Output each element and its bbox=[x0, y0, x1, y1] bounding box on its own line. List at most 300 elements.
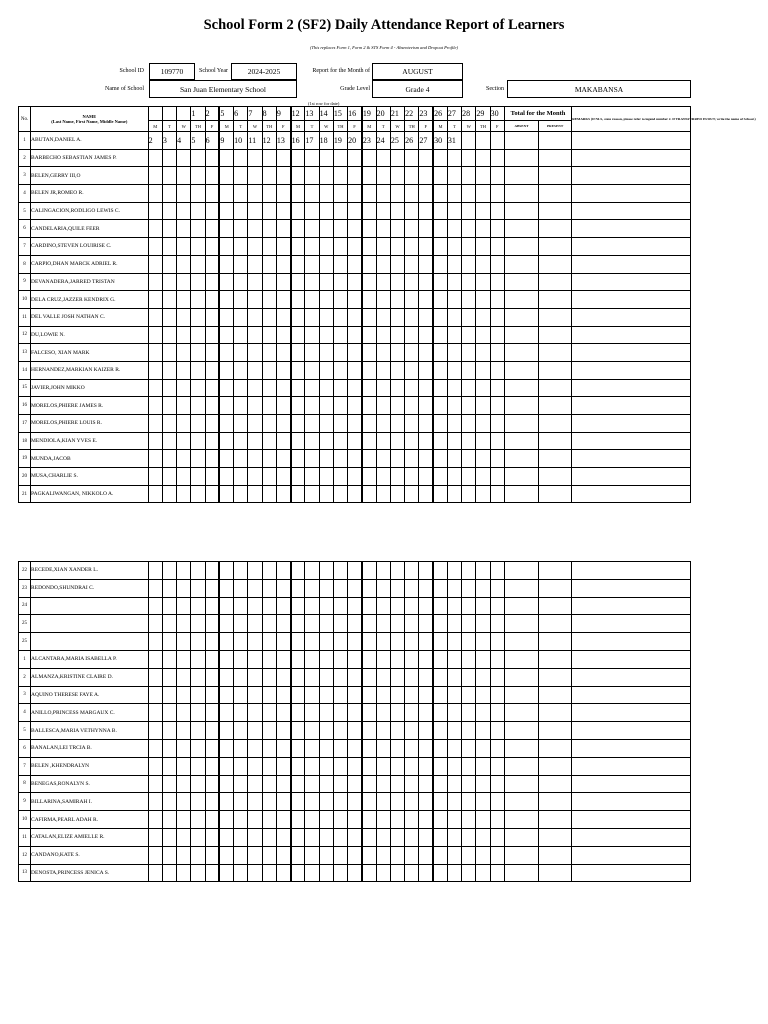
attendance-cell[interactable] bbox=[376, 668, 390, 686]
attendance-cell[interactable] bbox=[462, 485, 476, 503]
attendance-cell[interactable] bbox=[348, 273, 362, 291]
remarks-cell[interactable] bbox=[572, 757, 691, 775]
present-total-cell[interactable] bbox=[539, 704, 572, 722]
attendance-cell[interactable] bbox=[405, 361, 419, 379]
attendance-cell[interactable] bbox=[419, 579, 433, 597]
remarks-cell[interactable] bbox=[572, 686, 691, 704]
attendance-cell[interactable] bbox=[205, 238, 219, 256]
attendance-cell[interactable] bbox=[234, 633, 248, 651]
attendance-cell[interactable] bbox=[376, 793, 390, 811]
absent-total-cell[interactable] bbox=[504, 864, 538, 882]
present-total-cell[interactable] bbox=[539, 562, 572, 580]
present-total-cell[interactable] bbox=[539, 686, 572, 704]
attendance-cell[interactable] bbox=[348, 579, 362, 597]
attendance-cell[interactable] bbox=[319, 633, 333, 651]
attendance-cell[interactable] bbox=[234, 650, 248, 668]
attendance-cell[interactable] bbox=[447, 167, 461, 185]
attendance-cell[interactable] bbox=[405, 308, 419, 326]
attendance-cell[interactable] bbox=[490, 650, 504, 668]
remarks-cell[interactable] bbox=[572, 633, 691, 651]
attendance-cell[interactable] bbox=[276, 846, 290, 864]
attendance-cell[interactable] bbox=[490, 149, 504, 167]
school-id-field[interactable]: 109770 bbox=[149, 63, 195, 80]
attendance-cell[interactable] bbox=[462, 704, 476, 722]
attendance-cell[interactable] bbox=[205, 704, 219, 722]
present-total-cell[interactable] bbox=[539, 202, 572, 220]
attendance-cell[interactable] bbox=[376, 291, 390, 309]
attendance-cell[interactable] bbox=[305, 668, 319, 686]
attendance-cell[interactable] bbox=[319, 273, 333, 291]
attendance-cell[interactable] bbox=[490, 739, 504, 757]
attendance-cell[interactable] bbox=[234, 562, 248, 580]
attendance-cell[interactable] bbox=[490, 846, 504, 864]
attendance-cell[interactable] bbox=[148, 811, 162, 829]
attendance-cell[interactable] bbox=[248, 167, 262, 185]
attendance-cell[interactable] bbox=[476, 775, 490, 793]
attendance-cell[interactable] bbox=[476, 255, 490, 273]
attendance-cell[interactable] bbox=[433, 775, 447, 793]
remarks-cell[interactable] bbox=[572, 846, 691, 864]
attendance-cell[interactable] bbox=[262, 757, 276, 775]
attendance-cell[interactable] bbox=[305, 615, 319, 633]
absent-total-cell[interactable] bbox=[504, 185, 538, 203]
attendance-cell[interactable] bbox=[362, 415, 376, 433]
attendance-cell[interactable] bbox=[362, 468, 376, 486]
attendance-cell[interactable] bbox=[191, 450, 205, 468]
absent-total-cell[interactable] bbox=[504, 562, 538, 580]
attendance-cell[interactable] bbox=[490, 704, 504, 722]
attendance-cell[interactable] bbox=[419, 255, 433, 273]
attendance-cell[interactable] bbox=[333, 775, 347, 793]
attendance-cell[interactable] bbox=[348, 255, 362, 273]
attendance-cell[interactable] bbox=[248, 846, 262, 864]
attendance-cell[interactable] bbox=[262, 326, 276, 344]
attendance-cell[interactable] bbox=[333, 668, 347, 686]
attendance-cell[interactable] bbox=[462, 273, 476, 291]
attendance-cell[interactable] bbox=[148, 379, 162, 397]
attendance-cell[interactable] bbox=[162, 597, 176, 615]
attendance-cell[interactable] bbox=[205, 220, 219, 238]
attendance-cell[interactable] bbox=[276, 793, 290, 811]
attendance-cell[interactable] bbox=[447, 485, 461, 503]
attendance-cell[interactable] bbox=[419, 485, 433, 503]
attendance-cell[interactable] bbox=[291, 238, 305, 256]
attendance-cell[interactable] bbox=[462, 686, 476, 704]
attendance-cell[interactable] bbox=[234, 793, 248, 811]
attendance-cell[interactable] bbox=[447, 650, 461, 668]
attendance-cell[interactable] bbox=[205, 633, 219, 651]
attendance-cell[interactable] bbox=[291, 633, 305, 651]
remarks-cell[interactable] bbox=[572, 864, 691, 882]
attendance-cell[interactable] bbox=[419, 704, 433, 722]
attendance-cell[interactable] bbox=[476, 326, 490, 344]
attendance-cell[interactable] bbox=[476, 864, 490, 882]
attendance-cell[interactable] bbox=[476, 722, 490, 740]
attendance-cell[interactable] bbox=[248, 450, 262, 468]
present-total-cell[interactable] bbox=[539, 326, 572, 344]
section-field[interactable]: MAKABANSA bbox=[507, 80, 691, 98]
attendance-cell[interactable] bbox=[234, 704, 248, 722]
attendance-cell[interactable] bbox=[162, 811, 176, 829]
attendance-cell[interactable] bbox=[447, 579, 461, 597]
attendance-cell[interactable] bbox=[476, 149, 490, 167]
attendance-cell[interactable] bbox=[276, 579, 290, 597]
remarks-cell[interactable] bbox=[572, 397, 691, 415]
attendance-cell[interactable] bbox=[248, 326, 262, 344]
absent-total-cell[interactable] bbox=[504, 379, 538, 397]
attendance-cell[interactable] bbox=[305, 597, 319, 615]
attendance-cell[interactable] bbox=[490, 397, 504, 415]
remarks-cell[interactable] bbox=[572, 615, 691, 633]
attendance-cell[interactable] bbox=[333, 828, 347, 846]
attendance-cell[interactable] bbox=[319, 326, 333, 344]
attendance-cell[interactable] bbox=[390, 828, 404, 846]
attendance-cell[interactable] bbox=[319, 739, 333, 757]
attendance-cell[interactable] bbox=[276, 668, 290, 686]
attendance-cell[interactable] bbox=[234, 432, 248, 450]
attendance-cell[interactable] bbox=[476, 361, 490, 379]
attendance-cell[interactable] bbox=[248, 722, 262, 740]
attendance-cell[interactable] bbox=[191, 650, 205, 668]
attendance-cell[interactable] bbox=[162, 668, 176, 686]
attendance-cell[interactable] bbox=[234, 167, 248, 185]
attendance-cell[interactable] bbox=[291, 415, 305, 433]
present-total-cell[interactable] bbox=[539, 379, 572, 397]
attendance-cell[interactable] bbox=[462, 846, 476, 864]
attendance-cell[interactable] bbox=[162, 864, 176, 882]
attendance-cell[interactable] bbox=[291, 220, 305, 238]
attendance-cell[interactable] bbox=[405, 238, 419, 256]
attendance-cell[interactable] bbox=[205, 167, 219, 185]
attendance-cell[interactable] bbox=[405, 326, 419, 344]
attendance-cell[interactable] bbox=[162, 650, 176, 668]
attendance-cell[interactable] bbox=[462, 397, 476, 415]
attendance-cell[interactable] bbox=[177, 775, 191, 793]
attendance-cell[interactable] bbox=[433, 615, 447, 633]
attendance-cell[interactable] bbox=[362, 722, 376, 740]
attendance-cell[interactable] bbox=[276, 597, 290, 615]
attendance-cell[interactable] bbox=[390, 775, 404, 793]
attendance-cell[interactable] bbox=[291, 379, 305, 397]
attendance-cell[interactable] bbox=[205, 828, 219, 846]
attendance-cell[interactable] bbox=[405, 149, 419, 167]
attendance-cell[interactable] bbox=[248, 361, 262, 379]
attendance-cell[interactable] bbox=[191, 344, 205, 362]
attendance-cell[interactable] bbox=[305, 255, 319, 273]
attendance-cell[interactable] bbox=[191, 686, 205, 704]
present-total-cell[interactable] bbox=[539, 485, 572, 503]
attendance-cell[interactable] bbox=[276, 291, 290, 309]
attendance-cell[interactable] bbox=[248, 828, 262, 846]
attendance-cell[interactable] bbox=[333, 633, 347, 651]
absent-total-cell[interactable] bbox=[504, 811, 538, 829]
attendance-cell[interactable] bbox=[333, 432, 347, 450]
attendance-cell[interactable] bbox=[405, 704, 419, 722]
attendance-cell[interactable] bbox=[219, 238, 233, 256]
attendance-cell[interactable] bbox=[305, 704, 319, 722]
attendance-cell[interactable] bbox=[476, 562, 490, 580]
attendance-cell[interactable] bbox=[462, 739, 476, 757]
attendance-cell[interactable] bbox=[390, 167, 404, 185]
attendance-cell[interactable] bbox=[319, 846, 333, 864]
attendance-cell[interactable] bbox=[319, 344, 333, 362]
attendance-cell[interactable] bbox=[348, 167, 362, 185]
attendance-cell[interactable] bbox=[148, 344, 162, 362]
absent-total-cell[interactable] bbox=[504, 793, 538, 811]
attendance-cell[interactable] bbox=[447, 415, 461, 433]
attendance-cell[interactable] bbox=[291, 167, 305, 185]
attendance-cell[interactable] bbox=[362, 704, 376, 722]
school-year-field[interactable]: 2024-2025 bbox=[231, 63, 297, 80]
attendance-cell[interactable] bbox=[291, 828, 305, 846]
attendance-cell[interactable] bbox=[348, 793, 362, 811]
attendance-cell[interactable] bbox=[262, 650, 276, 668]
attendance-cell[interactable] bbox=[148, 650, 162, 668]
attendance-cell[interactable] bbox=[234, 579, 248, 597]
attendance-cell[interactable] bbox=[462, 775, 476, 793]
attendance-cell[interactable] bbox=[276, 450, 290, 468]
attendance-cell[interactable] bbox=[405, 811, 419, 829]
attendance-cell[interactable] bbox=[490, 255, 504, 273]
attendance-cell[interactable] bbox=[205, 615, 219, 633]
attendance-cell[interactable] bbox=[177, 668, 191, 686]
attendance-cell[interactable] bbox=[419, 722, 433, 740]
attendance-cell[interactable] bbox=[191, 415, 205, 433]
attendance-cell[interactable] bbox=[305, 793, 319, 811]
attendance-cell[interactable] bbox=[462, 633, 476, 651]
attendance-cell[interactable] bbox=[419, 650, 433, 668]
present-total-cell[interactable] bbox=[539, 757, 572, 775]
attendance-cell[interactable] bbox=[447, 686, 461, 704]
present-total-cell[interactable] bbox=[539, 273, 572, 291]
attendance-cell[interactable] bbox=[234, 273, 248, 291]
attendance-cell[interactable] bbox=[476, 668, 490, 686]
attendance-cell[interactable] bbox=[248, 202, 262, 220]
attendance-cell[interactable] bbox=[305, 379, 319, 397]
remarks-cell[interactable] bbox=[572, 149, 691, 167]
attendance-cell[interactable] bbox=[362, 811, 376, 829]
attendance-cell[interactable] bbox=[447, 149, 461, 167]
attendance-cell[interactable] bbox=[291, 185, 305, 203]
attendance-cell[interactable] bbox=[419, 167, 433, 185]
attendance-cell[interactable] bbox=[447, 757, 461, 775]
attendance-cell[interactable] bbox=[262, 485, 276, 503]
attendance-cell[interactable] bbox=[291, 149, 305, 167]
attendance-cell[interactable] bbox=[162, 255, 176, 273]
attendance-cell[interactable] bbox=[219, 220, 233, 238]
attendance-cell[interactable] bbox=[348, 220, 362, 238]
attendance-cell[interactable] bbox=[205, 185, 219, 203]
attendance-cell[interactable] bbox=[234, 864, 248, 882]
attendance-cell[interactable] bbox=[333, 238, 347, 256]
attendance-cell[interactable] bbox=[291, 308, 305, 326]
attendance-cell[interactable] bbox=[162, 220, 176, 238]
attendance-cell[interactable] bbox=[405, 597, 419, 615]
remarks-cell[interactable] bbox=[572, 185, 691, 203]
attendance-cell[interactable] bbox=[276, 238, 290, 256]
attendance-cell[interactable] bbox=[362, 846, 376, 864]
attendance-cell[interactable] bbox=[333, 379, 347, 397]
attendance-cell[interactable] bbox=[433, 344, 447, 362]
attendance-cell[interactable] bbox=[177, 326, 191, 344]
attendance-cell[interactable] bbox=[447, 220, 461, 238]
attendance-cell[interactable] bbox=[205, 361, 219, 379]
attendance-cell[interactable] bbox=[191, 775, 205, 793]
attendance-cell[interactable] bbox=[333, 344, 347, 362]
attendance-cell[interactable] bbox=[305, 811, 319, 829]
attendance-cell[interactable] bbox=[376, 273, 390, 291]
attendance-cell[interactable] bbox=[362, 167, 376, 185]
attendance-cell[interactable] bbox=[362, 255, 376, 273]
attendance-cell[interactable] bbox=[362, 562, 376, 580]
school-name-field[interactable]: San Juan Elementary School bbox=[149, 80, 297, 98]
attendance-cell[interactable] bbox=[248, 379, 262, 397]
attendance-cell[interactable] bbox=[191, 202, 205, 220]
attendance-cell[interactable] bbox=[219, 450, 233, 468]
attendance-cell[interactable] bbox=[462, 615, 476, 633]
attendance-cell[interactable] bbox=[219, 562, 233, 580]
attendance-cell[interactable] bbox=[305, 291, 319, 309]
attendance-cell[interactable] bbox=[490, 361, 504, 379]
attendance-cell[interactable] bbox=[305, 238, 319, 256]
attendance-cell[interactable] bbox=[291, 668, 305, 686]
attendance-cell[interactable] bbox=[162, 291, 176, 309]
attendance-cell[interactable] bbox=[348, 633, 362, 651]
attendance-cell[interactable] bbox=[177, 686, 191, 704]
attendance-cell[interactable] bbox=[276, 185, 290, 203]
attendance-cell[interactable] bbox=[405, 757, 419, 775]
present-total-cell[interactable] bbox=[539, 468, 572, 486]
attendance-cell[interactable] bbox=[476, 291, 490, 309]
attendance-cell[interactable] bbox=[276, 775, 290, 793]
attendance-cell[interactable] bbox=[148, 361, 162, 379]
attendance-cell[interactable] bbox=[148, 597, 162, 615]
attendance-cell[interactable] bbox=[333, 793, 347, 811]
attendance-cell[interactable] bbox=[248, 468, 262, 486]
attendance-cell[interactable] bbox=[376, 326, 390, 344]
attendance-cell[interactable] bbox=[447, 344, 461, 362]
attendance-cell[interactable] bbox=[376, 579, 390, 597]
attendance-cell[interactable] bbox=[305, 185, 319, 203]
attendance-cell[interactable] bbox=[248, 668, 262, 686]
absent-total-cell[interactable] bbox=[504, 326, 538, 344]
attendance-cell[interactable] bbox=[362, 450, 376, 468]
attendance-cell[interactable] bbox=[291, 597, 305, 615]
attendance-cell[interactable] bbox=[333, 722, 347, 740]
absent-total-cell[interactable] bbox=[504, 132, 538, 150]
attendance-cell[interactable] bbox=[319, 686, 333, 704]
attendance-cell[interactable] bbox=[234, 397, 248, 415]
attendance-cell[interactable] bbox=[219, 739, 233, 757]
attendance-cell[interactable] bbox=[276, 864, 290, 882]
attendance-cell[interactable] bbox=[276, 202, 290, 220]
attendance-cell[interactable] bbox=[191, 846, 205, 864]
remarks-cell[interactable] bbox=[572, 468, 691, 486]
attendance-cell[interactable] bbox=[291, 650, 305, 668]
present-total-cell[interactable] bbox=[539, 255, 572, 273]
attendance-cell[interactable] bbox=[333, 579, 347, 597]
attendance-cell[interactable] bbox=[462, 793, 476, 811]
attendance-cell[interactable] bbox=[362, 273, 376, 291]
attendance-cell[interactable] bbox=[148, 415, 162, 433]
attendance-cell[interactable] bbox=[447, 255, 461, 273]
attendance-cell[interactable] bbox=[405, 415, 419, 433]
present-total-cell[interactable] bbox=[539, 344, 572, 362]
attendance-cell[interactable] bbox=[162, 485, 176, 503]
attendance-cell[interactable] bbox=[447, 722, 461, 740]
attendance-cell[interactable] bbox=[419, 793, 433, 811]
attendance-cell[interactable] bbox=[419, 291, 433, 309]
attendance-cell[interactable] bbox=[177, 344, 191, 362]
attendance-cell[interactable] bbox=[419, 757, 433, 775]
remarks-cell[interactable] bbox=[572, 579, 691, 597]
attendance-cell[interactable] bbox=[276, 361, 290, 379]
attendance-cell[interactable] bbox=[291, 757, 305, 775]
attendance-cell[interactable] bbox=[433, 633, 447, 651]
attendance-cell[interactable] bbox=[390, 273, 404, 291]
present-total-cell[interactable] bbox=[539, 650, 572, 668]
attendance-cell[interactable] bbox=[476, 220, 490, 238]
attendance-cell[interactable] bbox=[262, 450, 276, 468]
attendance-cell[interactable] bbox=[234, 326, 248, 344]
attendance-cell[interactable] bbox=[248, 308, 262, 326]
attendance-cell[interactable] bbox=[234, 361, 248, 379]
attendance-cell[interactable] bbox=[433, 397, 447, 415]
attendance-cell[interactable] bbox=[476, 650, 490, 668]
attendance-cell[interactable] bbox=[405, 775, 419, 793]
attendance-cell[interactable] bbox=[191, 668, 205, 686]
attendance-cell[interactable] bbox=[433, 739, 447, 757]
attendance-cell[interactable] bbox=[333, 326, 347, 344]
remarks-cell[interactable] bbox=[572, 291, 691, 309]
remarks-cell[interactable] bbox=[572, 379, 691, 397]
remarks-cell[interactable] bbox=[572, 326, 691, 344]
attendance-cell[interactable] bbox=[262, 397, 276, 415]
attendance-cell[interactable] bbox=[191, 238, 205, 256]
absent-total-cell[interactable] bbox=[504, 615, 538, 633]
attendance-cell[interactable] bbox=[476, 757, 490, 775]
attendance-cell[interactable] bbox=[148, 450, 162, 468]
attendance-cell[interactable] bbox=[319, 202, 333, 220]
present-total-cell[interactable] bbox=[539, 432, 572, 450]
attendance-cell[interactable] bbox=[490, 828, 504, 846]
attendance-cell[interactable] bbox=[177, 149, 191, 167]
attendance-cell[interactable] bbox=[447, 432, 461, 450]
absent-total-cell[interactable] bbox=[504, 220, 538, 238]
attendance-cell[interactable] bbox=[447, 828, 461, 846]
attendance-cell[interactable] bbox=[433, 650, 447, 668]
attendance-cell[interactable] bbox=[319, 238, 333, 256]
attendance-cell[interactable] bbox=[333, 485, 347, 503]
attendance-cell[interactable] bbox=[148, 793, 162, 811]
attendance-cell[interactable] bbox=[462, 326, 476, 344]
attendance-cell[interactable] bbox=[419, 615, 433, 633]
attendance-cell[interactable] bbox=[162, 615, 176, 633]
attendance-cell[interactable] bbox=[490, 344, 504, 362]
attendance-cell[interactable] bbox=[476, 432, 490, 450]
attendance-cell[interactable] bbox=[319, 220, 333, 238]
attendance-cell[interactable] bbox=[447, 202, 461, 220]
attendance-cell[interactable] bbox=[262, 149, 276, 167]
attendance-cell[interactable] bbox=[433, 415, 447, 433]
attendance-cell[interactable] bbox=[191, 468, 205, 486]
attendance-cell[interactable] bbox=[490, 468, 504, 486]
attendance-cell[interactable] bbox=[390, 397, 404, 415]
attendance-cell[interactable] bbox=[447, 562, 461, 580]
attendance-cell[interactable] bbox=[191, 739, 205, 757]
attendance-cell[interactable] bbox=[177, 650, 191, 668]
remarks-cell[interactable] bbox=[572, 415, 691, 433]
